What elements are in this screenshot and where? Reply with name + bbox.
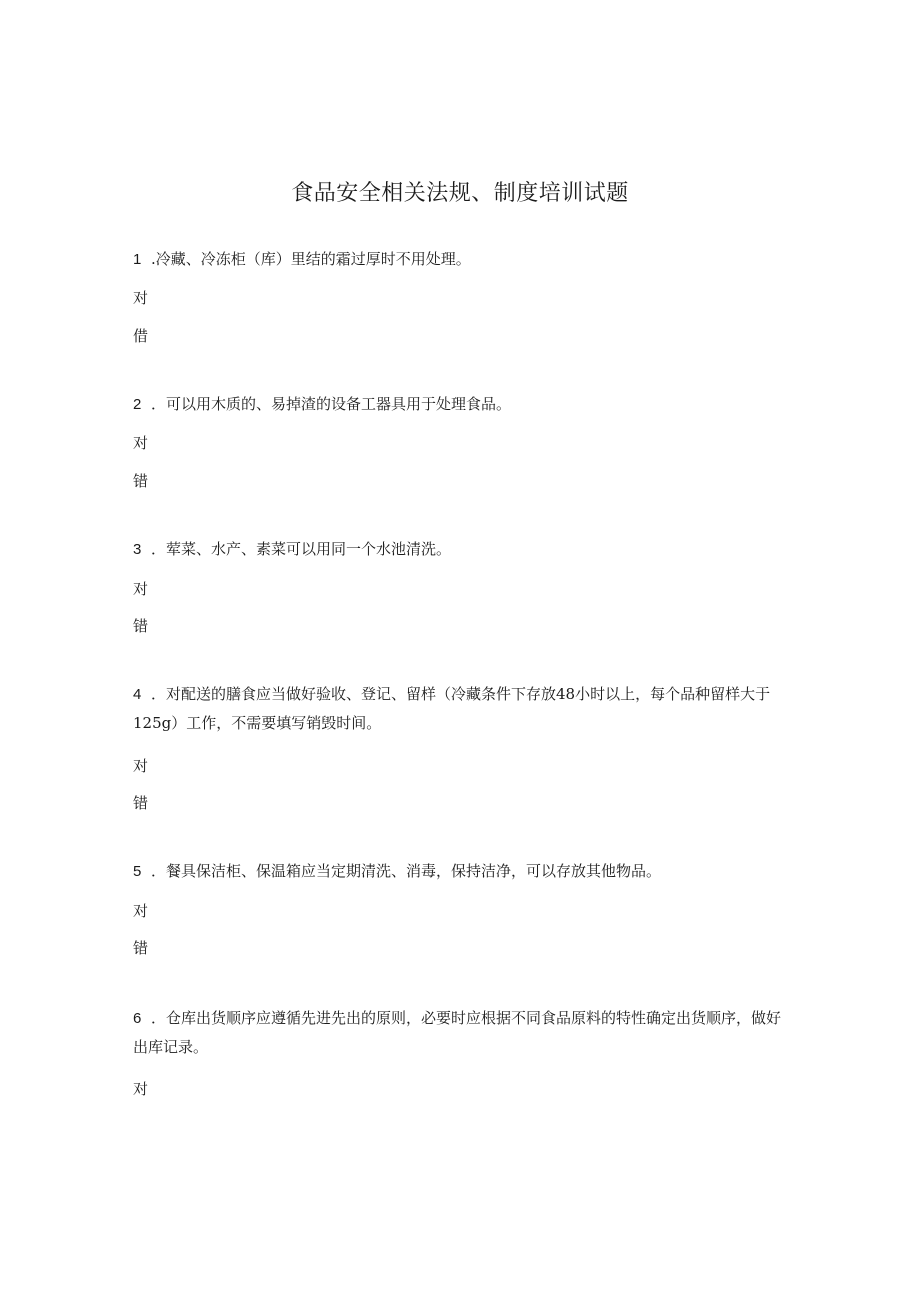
question-1 (133, 245, 793, 345)
question-body: ．餐具保洁柜、保温箱应当定期清洗、消毒，保持洁净，可以存放其他物品。 (151, 862, 662, 880)
question-3 (133, 535, 793, 635)
question-4 (133, 680, 793, 812)
option-false: 错 (133, 617, 149, 635)
document-title: 食品安全相关法规、制度培训试题 (291, 181, 629, 206)
question-body: ．仓库出货顺序应遵循先进先出的原则，必要时应根据不同食品原料的特性确定出货顺序，做好出库记录。 (133, 1009, 782, 1056)
question-number: 4 (133, 686, 142, 703)
question-number: 2 (133, 396, 142, 413)
question-body: ．荤菜、水产、素菜可以用同一个水池清洗。 (151, 540, 452, 558)
question-number: 3 (133, 541, 142, 558)
option-false: 借 (133, 327, 149, 345)
option-true: 对 (133, 1080, 149, 1098)
option-true: 对 (133, 434, 149, 452)
question-body: .冷藏、冷冻柜（库）里结的霜过厚时不用处理。 (151, 250, 471, 268)
question-text (133, 535, 793, 564)
question-text (133, 390, 793, 419)
question-text (133, 245, 793, 274)
question-2 (133, 390, 793, 490)
question-number: 6 (133, 1010, 142, 1027)
question-text (133, 680, 793, 738)
question-text (133, 1004, 793, 1062)
question-text (133, 857, 793, 886)
option-true: 对 (133, 757, 149, 775)
option-true: 对 (133, 902, 149, 920)
option-false: 错 (133, 794, 149, 812)
question-6 (133, 1004, 793, 1098)
option-false: 错 (133, 472, 149, 490)
question-body: ．可以用木质的、易掉渣的设备工器具用于处理食品。 (151, 395, 512, 413)
option-true: 对 (133, 289, 149, 307)
question-5 (133, 857, 793, 957)
question-number: 5 (133, 863, 142, 880)
question-body: ．对配送的膳食应当做好验收、登记、留样（冷藏条件下存放48小时以上，每个品种留样大于125g）工作，不需要填写销毁时间。 (133, 685, 771, 732)
question-number: 1 (133, 251, 142, 268)
option-false: 错 (133, 939, 149, 957)
option-true: 对 (133, 580, 149, 598)
